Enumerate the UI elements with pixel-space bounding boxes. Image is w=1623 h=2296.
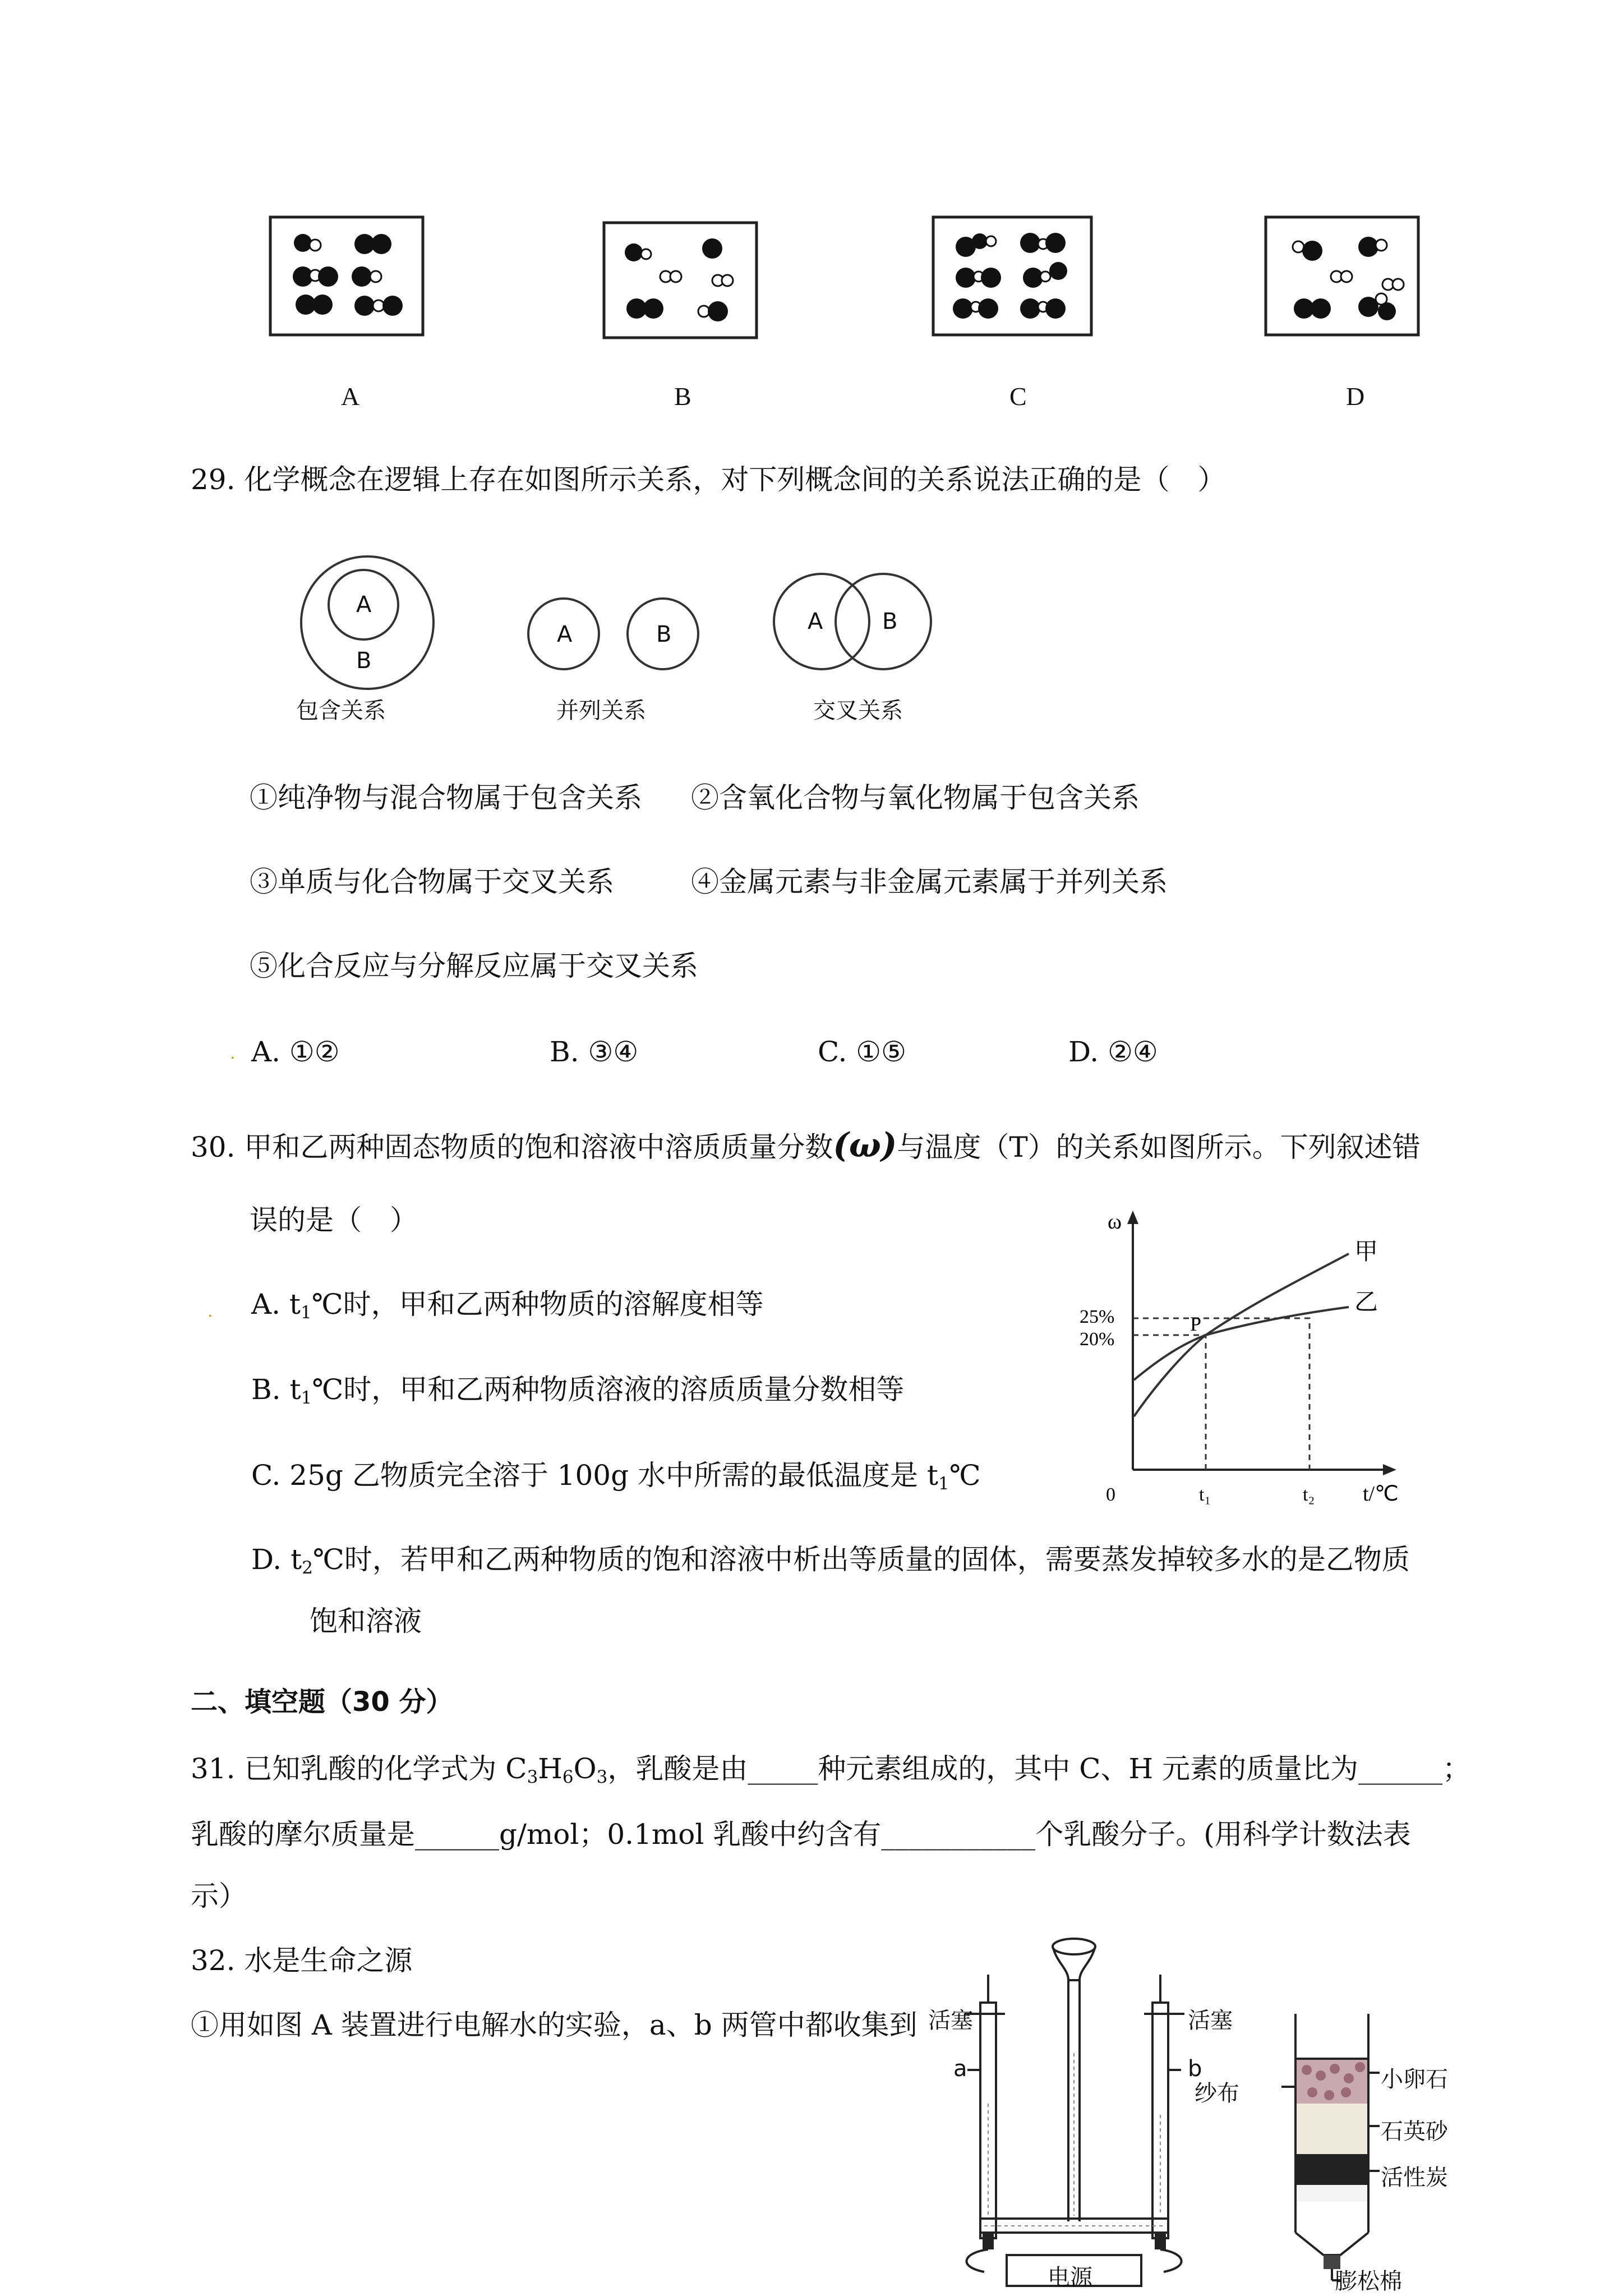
chart-x-label: t/℃: [1363, 1482, 1399, 1506]
fig-a-stopcock-right: 活塞: [1188, 2008, 1233, 2033]
fig-b-layer-pebbles: 小卵石: [1381, 2067, 1448, 2092]
q29-statement-1: ①纯净物与混合物属于包含关系: [250, 781, 642, 814]
molecule-label-a: A: [341, 382, 360, 411]
q30-stem-line1: [191, 1126, 1421, 1165]
fig-b-layer-quartz: 石英砂: [1381, 2119, 1448, 2145]
molecule-label-d: D: [1346, 382, 1365, 411]
venn-parallel-right-label: B: [656, 622, 672, 647]
molecule-label-b: B: [674, 382, 691, 411]
q31-line3: 示）: [191, 1880, 247, 1912]
chart-series-yi-label: 乙: [1354, 1288, 1378, 1315]
venn-cross-right-label: B: [882, 609, 898, 634]
fig-b-layer-cotton: 膨松棉: [1335, 2269, 1402, 2294]
q29-option-c: C. ①⑤: [818, 1036, 906, 1068]
chart-x-tick-t2: t₂: [1303, 1484, 1315, 1505]
molecule-figure-a: [269, 216, 426, 339]
electrolysis-apparatus-figure: [931, 1930, 1245, 2289]
q31-line1: 31. 已知乳酸的化学式为 $C_3H_6O_3$，乳酸是由_____种元素组成的，其中 C、H 元素的质量比为______；: [191, 1752, 1471, 1787]
section2-heading: 二、填空题（30 分）: [191, 1686, 453, 1718]
q30-option-b: B. $t_1℃$时，甲和乙两种物质溶液的溶质质量分数相等: [251, 1373, 905, 1408]
water-filter-figure: [1279, 2008, 1447, 2294]
q29-statement-5: ⑤化合反应与分解反应属于交叉关系: [250, 950, 698, 982]
q30-chart: [1066, 1206, 1424, 1509]
chart-tick-25: 25%: [1080, 1306, 1115, 1327]
q32-stem: 32. 水是生命之源: [191, 1944, 413, 1977]
chart-x-arrow: [1383, 1464, 1396, 1475]
chart-point-p: P: [1190, 1313, 1202, 1335]
answer-mark-dot-2: .: [208, 1301, 213, 1321]
venn-parallel-diagram: [527, 597, 707, 676]
chart-y-arrow: [1127, 1211, 1138, 1224]
fig-a-power-label: 电源: [1048, 2265, 1092, 2290]
venn-cross-diagram: [771, 572, 951, 673]
chart-tick-20: 20%: [1080, 1329, 1115, 1350]
q29-option-d: D. ②④: [1068, 1036, 1158, 1068]
q30-omega: (ω): [833, 1126, 897, 1165]
fig-a-tube-b: b: [1188, 2056, 1202, 2082]
venn-parallel-caption: 并列关系: [556, 698, 646, 724]
venn-contain-inner-label: A: [356, 592, 372, 618]
q30-option-a: A. $t_1℃$时，甲和乙两种物质的溶解度相等: [251, 1288, 764, 1323]
fig-a-tube-a: a: [953, 2056, 967, 2082]
venn-parallel-left-label: A: [557, 622, 573, 647]
q30-option-c: C. 25g 乙物质完全溶于 100g 水中所需的最低温度是 $t_1℃$: [251, 1459, 981, 1494]
q30-stem-line2: 误的是（ ）: [250, 1204, 418, 1236]
q29-statement-3: ③单质与化合物属于交叉关系: [250, 866, 614, 898]
q30-stem-part2: 与温度（T）的关系如图所示。下列叙述错: [897, 1131, 1421, 1163]
q31-line2: 乳酸的摩尔质量是______g/mol；0.1mol 乳酸中约含有___________个乳酸分子。(用科学计数法表: [191, 1818, 1411, 1851]
chart-x-tick-t1: t₁: [1199, 1484, 1211, 1505]
molecule-figure-b: [603, 222, 760, 342]
q29-statement-2: ②含氧化合物与氧化物属于包含关系: [691, 781, 1140, 814]
venn-contain-outer-label: B: [356, 648, 372, 674]
q32-sub1: ①用如图 A 装置进行电解水的实验，a、b 两管中都收集到: [191, 2009, 917, 2041]
venn-cross-caption: 交叉关系: [813, 698, 903, 724]
molecule-label-c: C: [1009, 382, 1027, 411]
chart-guide-25: [1133, 1318, 1310, 1470]
q29-option-a: A. ①②: [251, 1036, 340, 1068]
q29-statement-4: ④金属元素与非金属元素属于并列关系: [691, 866, 1168, 898]
answer-mark-dot: .: [230, 1043, 236, 1063]
molecule-figure-d: [1265, 216, 1422, 339]
q30-option-d-line2: 饱和溶液: [310, 1605, 422, 1637]
chart-series-jia-label: 甲: [1354, 1237, 1378, 1265]
venn-cross-left-label: A: [808, 609, 823, 634]
q30-option-d: D. $t_2℃$时，若甲和乙两种物质的饱和溶液中析出等质量的固体，需要蒸发掉较多水的是乙物质: [251, 1543, 1410, 1578]
fig-b-layer-carbon: 活性炭: [1381, 2165, 1448, 2191]
q29-stem: 29. 化学概念在逻辑上存在如图所示关系，对下列概念间的关系说法正确的是（ ）: [191, 463, 1226, 496]
venn-contain-caption: 包含关系: [296, 698, 386, 724]
q30-stem-part1: 30. 甲和乙两种固态物质的饱和溶液中溶质质量分数: [191, 1131, 833, 1163]
q29-option-b: B. ③④: [550, 1036, 639, 1068]
chart-origin-label: 0: [1106, 1484, 1115, 1505]
fig-a-stopcock-left: 活塞: [928, 2008, 973, 2033]
fig-b-gauze: 纱布: [1195, 2081, 1239, 2106]
molecule-figure-c: [932, 216, 1095, 339]
chart-y-label: ω: [1108, 1210, 1122, 1234]
